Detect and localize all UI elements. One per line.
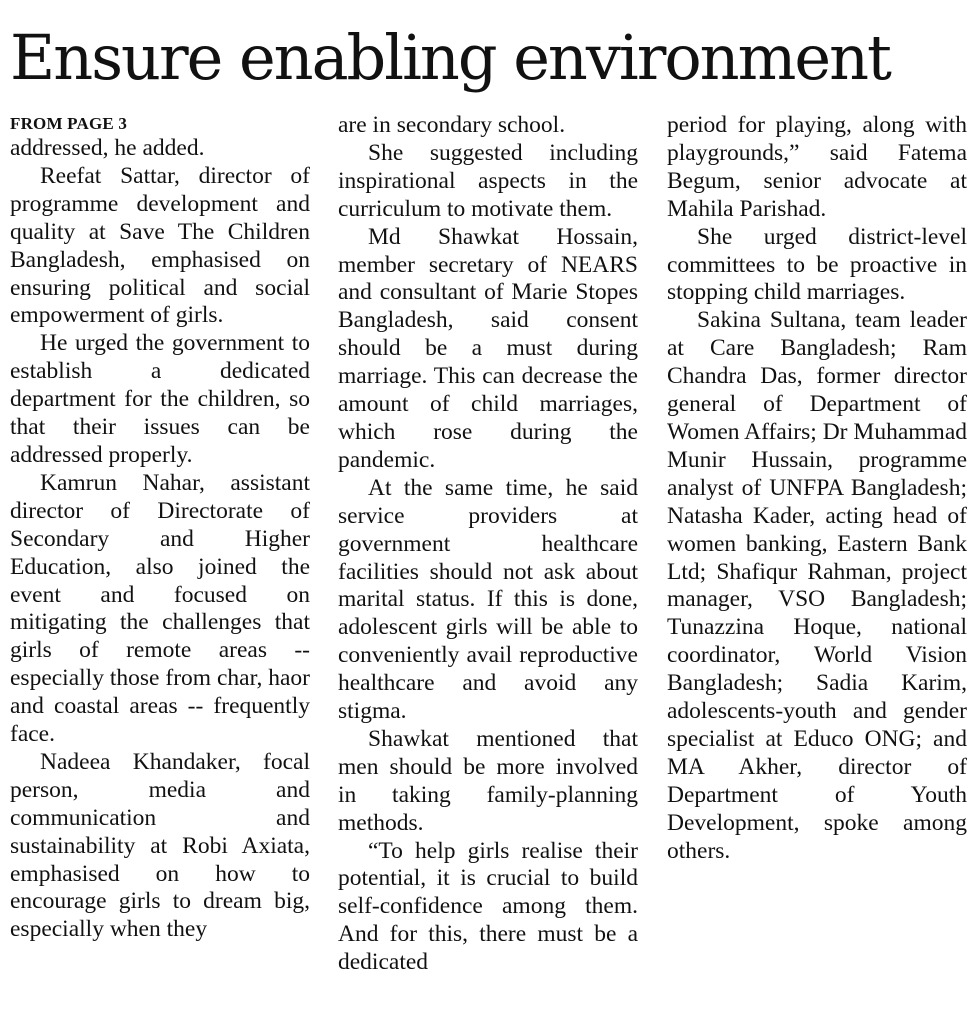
article-paragraph: Kamrun Nahar, assistant director of Directorate of Secondary and Higher Education, also joined the event and focused on mitigating the challenges that girls of remote areas -- especially those from char, haor and coastal areas -- frequently face.: [10, 469, 310, 748]
article-paragraph: period for playing, along with playgrounds,” said Fatema Begum, senior advocate at Mahila Parishad.: [667, 112, 967, 222]
article-paragraph: Sakina Sultana, team leader at Care Bangladesh; Ram Chandra Das, former director general of Department of Women Affairs; Dr Muhammad Munir Hussain, programme analyst of UNFPA Bangladesh; Natasha Kader, acting head of women banking, Eastern Bank Ltd; Shafiqur Rahman, project manager, VSO Bangladesh; Tunazzina Hoque, national coordinator, World Vision Bangladesh; Sadia Karim, adolescents-youth and gender specialist at Educo ONG; and MA Akher, director of Department of Youth Development, spoke among others.: [667, 307, 967, 864]
article-paragraph: Md Shawkat Hossain, member secretary of NEARS and consultant of Marie Stopes Bangladesh, said consent should be a must during marriage. This can decrease the amount of child marriages, which rose during the pandemic.: [338, 223, 638, 473]
article-paragraph: are in secondary school.: [338, 112, 566, 138]
article-paragraph: At the same time, he said service providers at government healthcare facilities should not ask about marital status. If this is done, adolescent girls will be able to conveniently avail reproductive healthcare and avoid any stigma.: [338, 474, 638, 725]
article-paragraph: She suggested including inspirational aspects in the curriculum to motivate them.: [338, 139, 638, 222]
article-paragraph: addressed, he added.: [10, 135, 205, 161]
article-column-3: [667, 112, 967, 865]
article-paragraph: Shawkat mentioned that men should be more involved in taking family-planning methods.: [338, 725, 638, 836]
article-paragraph: She urged district-level committees to be proactive in stopping child marriages.: [667, 223, 967, 306]
article-paragraph: Reefat Sattar, director of programme development and quality at Save The Children Bangladesh, emphasised on ensuring political and social empowerment of girls.: [10, 162, 310, 329]
article-paragraph: He urged the government to establish a dedicated department for the children, so that their issues can be addressed properly.: [10, 330, 310, 468]
article-column-1: [10, 112, 310, 944]
article-headline: Ensure enabling environment: [10, 21, 890, 94]
continuation-kicker: FROM PAGE 3: [10, 114, 128, 133]
article-paragraph: Nadeea Khandaker, focal person, media and communication and sustainability at Robi Axiata, emphasised on how to encourage girls to dream big, especially when they: [10, 748, 310, 943]
article-paragraph: “To help girls realise their potential, it is crucial to build self-confidence among them. And for this, there must be a dedicated: [338, 837, 638, 976]
article-column-2: [338, 112, 638, 977]
